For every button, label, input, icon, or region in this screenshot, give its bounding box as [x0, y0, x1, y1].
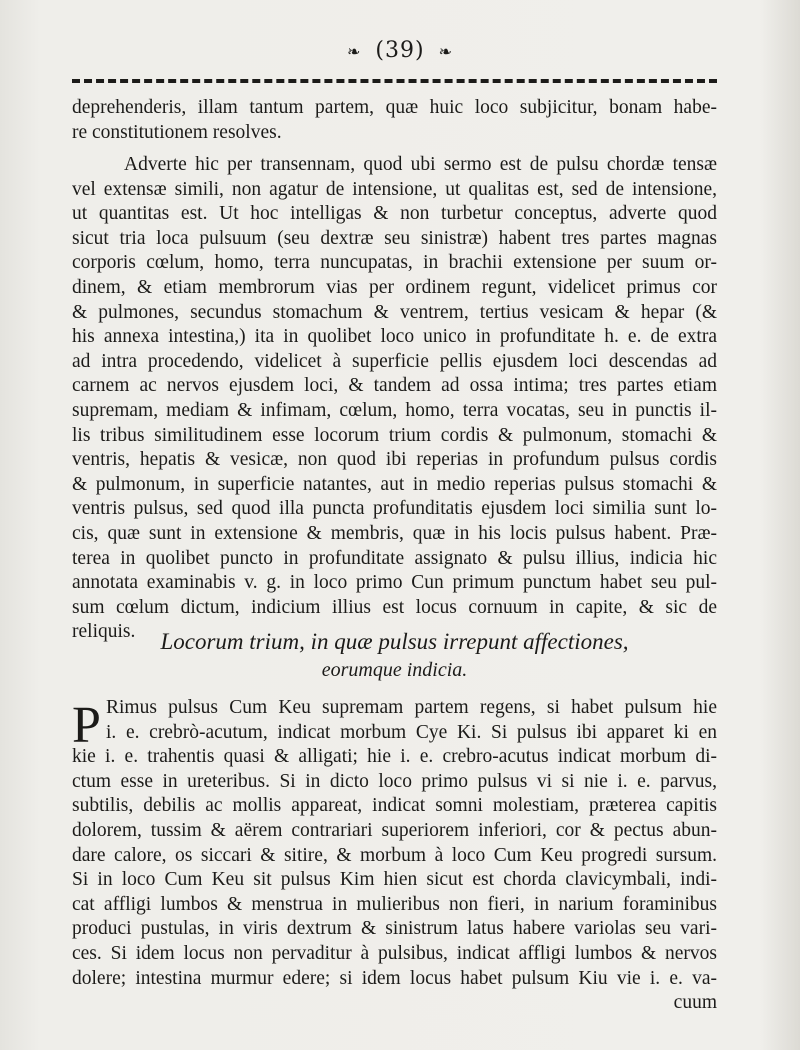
text-line: Adverte hic per transennam, quod ubi sermo est de pulsu chordæ tensæ: [124, 154, 717, 175]
text-line: ventris pulsus, sed quod illa puncta profunditatis ejusdem loci similia sunt lo-: [72, 498, 717, 520]
text-line: cat affligi lumbos & menstrua in mulieribus non fieri, in narium foraminibus: [72, 893, 717, 915]
text-line: i. e. crebrò-acutum, indicat morbum Cye Ki. Si pulsus ibi apparet ki en: [106, 721, 717, 743]
section-title: [72, 628, 717, 684]
text-line: & pulmones, secundus stomachum & ventrem, tertius vesicam & hepar (&: [72, 301, 717, 323]
text-line: kie i. e. trahentis quasi & alligati; hie i. e. crebro-acutus indicat morbum di-: [72, 746, 717, 768]
text-line: deprehenderis, illam tantum partem, quæ huic loco subjicitur, bonam habe-: [72, 97, 717, 118]
paragraph-2: [72, 153, 717, 645]
section-title-line-1: Locorum trium, in quæ pulsus irrepunt affectiones,: [160, 629, 629, 654]
text-line: lis tribus similitudinem esse locorum trium cordis & pulmonum, stomachi &: [72, 424, 717, 446]
text-line: ventris, hepatis & vesicæ, non quod ibi reperias in profundum pulsus cordis: [72, 449, 717, 471]
header-rule: [72, 79, 717, 83]
paragraph-3: [72, 696, 717, 1016]
text-line: dare calore, os siccari & sitire, & morbum à loco Cum Keu progredi sursum.: [72, 844, 717, 866]
text-line: subtilis, debilis ac mollis appareat, indicat somni molestiam, præterea capitis: [72, 795, 717, 817]
text-line: terea in quolibet puncto in profunditate assignato & pulsu illius, indicia hic: [72, 547, 717, 569]
ornament-right-icon: ❧: [438, 42, 453, 61]
text-line: Rimus pulsus Cum Keu supremam partem regens, si habet pulsum hie: [106, 697, 717, 718]
text-line: cis, quæ sunt in extensione & membris, quæ in his locis pulsus habent. Præ-: [72, 522, 717, 544]
text-line: annotata examinabis v. g. in loco primo Cun primum punctum habet seu pul-: [72, 572, 717, 594]
text-line: dolorem, tussim & aërem contrariari superiorem inferiori, cor & pectus abun-: [72, 819, 717, 841]
text-line: & pulmonum, in superficie natantes, aut in medio reperias pulsus stomachi &: [72, 473, 717, 495]
text-line: ctum esse in ureteribus. Si in dicto loco primo pulsus vi si nie i. e. parvus,: [72, 770, 717, 792]
text-line: carnem ac nervos ejusdem loci, & tandem ad ossa intima; tres partes etiam: [72, 375, 717, 397]
text-line: dinem, & etiam membrorum vias per ordinem regunt, videlicet primus cor: [72, 276, 717, 298]
text-line: dolere; intestina murmur edere; si idem locus habet pulsum Kiu vie i. e. va-: [72, 967, 717, 989]
text-line: ut quantitas est. Ut hoc intelligas & non turbetur conceptus, adverte quod: [72, 203, 717, 225]
text-line: vel extensæ simili, non agatur de intensione, ut qualitas est, sed de intensione,: [72, 178, 717, 200]
drop-cap: P: [72, 697, 101, 754]
text-line: sum cœlum dictum, indicium illius est locus cornuum in capite, & sic de: [72, 596, 717, 618]
page-number: (39): [375, 38, 425, 63]
text-line: re constitutionem resolves.: [72, 121, 282, 143]
text-line: his annexa intestina,) ita in quolibet loco unico in profunditate h. e. de extra: [72, 326, 717, 348]
text-line: ces. Si idem locus non pervaditur à pulsibus, indicat affligi lumbos & nervos: [72, 942, 717, 964]
text-line: produci pustulas, in viris dextrum & sinistrum latus habere variolas seu vari-: [72, 918, 717, 940]
text-line: corporis cœlum, homo, terra nuncupatas, in brachii extensione per suum or-: [72, 252, 717, 274]
ornament-left-icon: ❧: [347, 42, 362, 61]
text-line: reliquis.: [72, 621, 136, 643]
paragraph-1: [72, 96, 717, 145]
section-title-line-2: eorumque indicia.: [321, 659, 468, 681]
page-header: [0, 38, 800, 63]
catchword: cuum: [673, 992, 717, 1014]
text-line: Si in loco Cum Keu sit pulsus Kim hien sicut est chorda clavicymbali, indi-: [72, 869, 717, 891]
text-line: ad intra procedendo, videlicet à superficie pellis ejusdem loci descendas ad: [72, 350, 717, 372]
text-line: sicut tria loca pulsuum (seu dextræ seu sinistræ) habent tres partes magnas: [72, 227, 717, 249]
text-line: supremam, mediam & infimam, cœlum, homo, terra vocatas, seu in punctis il-: [72, 399, 717, 421]
